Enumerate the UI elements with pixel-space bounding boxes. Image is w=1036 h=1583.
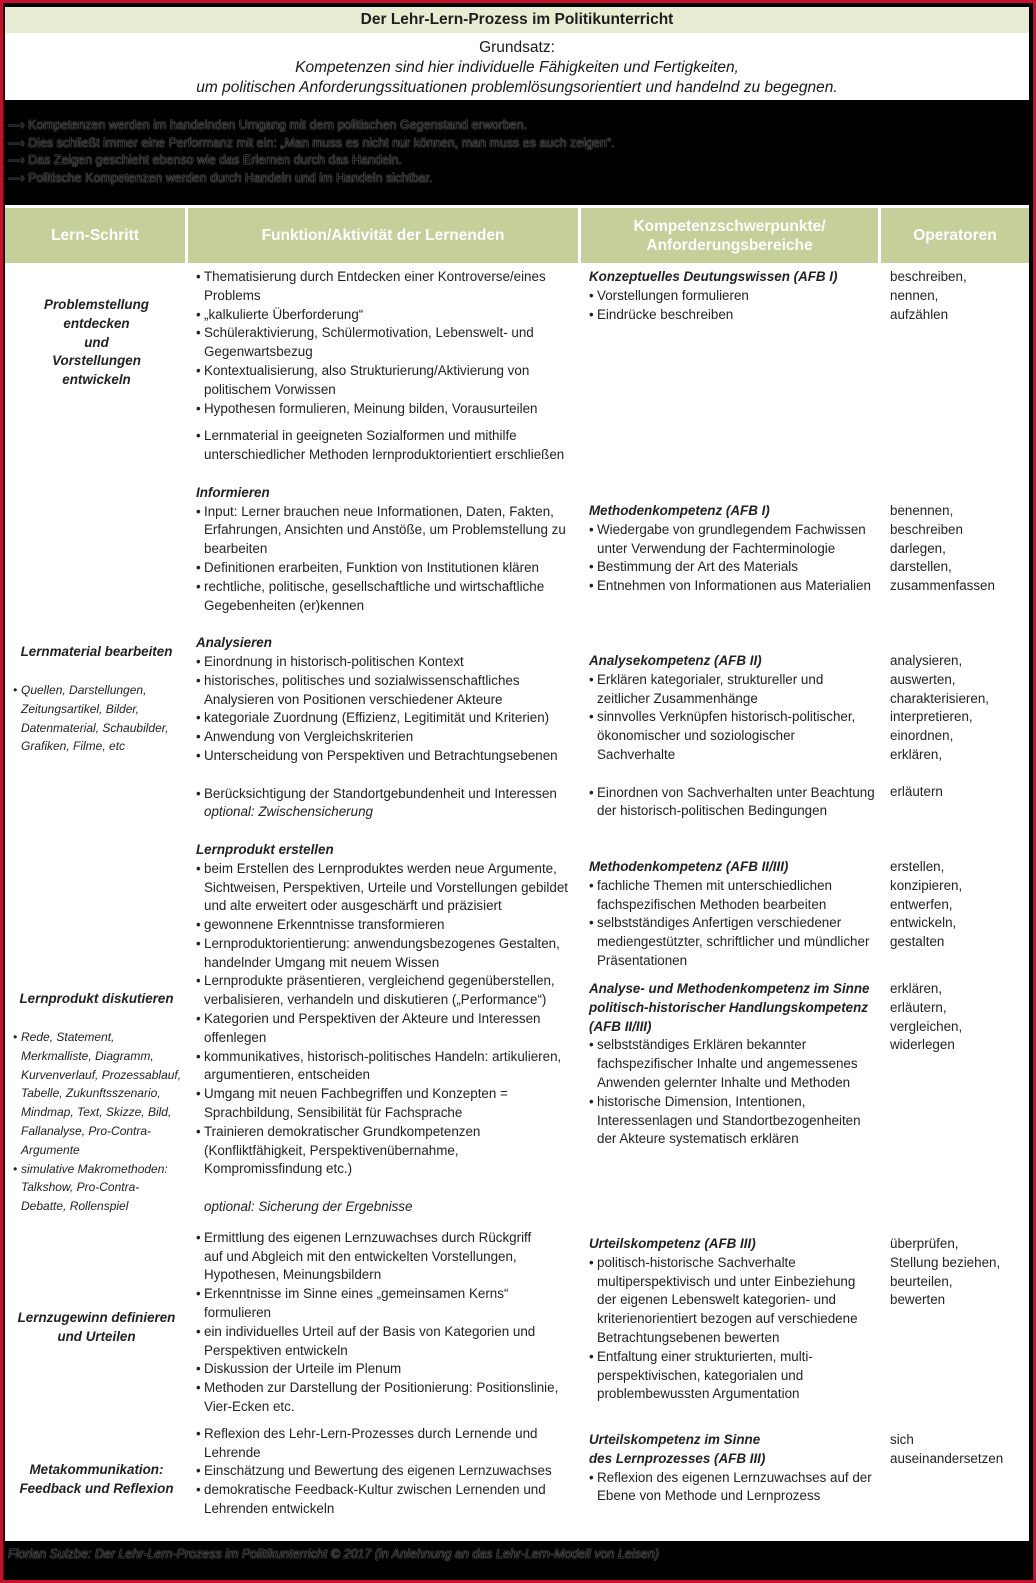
note-item: —› Kompetenzen werden im handelnden Umgang mit dem politischen Gegenstand erworben.	[8, 118, 528, 132]
list-item: • Reflexion des eigenen Lernzuwachses auf der Ebene von Methode und Lernprozess	[589, 1469, 879, 1507]
operators-2: benennen, beschreiben darlegen, darstellen, zusammenfassen	[890, 503, 995, 594]
step-judge: Lernzugewinn definieren und Urteilen	[17, 1310, 176, 1344]
competence-6: Urteilskompetenz (AFB III) • politisch-historische Sachverhalte multiperspektivisch und unter Einbeziehung der eigenen Lebenswelt kategorien- und kriterienorientiert bezogen auf verschiedene Betrachtungsebenen bewerten • Entfaltung einer strukturierten, multi- perspektivischen, kategorialen und problembewussten Argumentation	[589, 1235, 879, 1404]
list-item: • historische Dimension, Intentionen, Interessenlagen und Standortbezogenheiten der Akteure systematisch erklären	[589, 1093, 879, 1149]
list-item: • kategoriale Zuordnung (Effizienz, Legitimität und Kriterien)	[196, 709, 578, 728]
list-item: • Reflexion des Lehr-Lern-Prozesses durch Lernende und Lehrende	[196, 1425, 578, 1463]
list-item: • Vorstellungen formulieren	[589, 287, 879, 306]
list-item: • Lernmaterial in geeigneten Sozialformen und mithilfe unterschiedlicher Methoden lernproduktorientiert erschließen	[196, 427, 578, 465]
list-item: • Wiedergabe von grundlegendem Fachwissen unter Verwendung der Fachterminologie	[589, 521, 879, 559]
header-activity: Funktion/Aktivität der Lernenden	[188, 208, 578, 263]
list-item: • Eindrücke beschreiben	[589, 306, 879, 325]
list-item: • beim Erstellen des Lernproduktes werden neue Argumente, Sichtweisen, Perspektiven, Urteile und Vorstellungen gebildet und alte erweitert oder ausgeschärft und präzisiert	[196, 860, 578, 916]
principle-box	[5, 33, 1029, 100]
list-item: • Unterscheidung von Perspektiven und Betrachtungsebenen	[196, 747, 578, 766]
list-item: • Einordnen von Sachverhalten unter Beachtung der historisch-politischen Bedingungen	[589, 784, 879, 822]
note-item: —› Dies schließt immer eine Performanz mit ein: „Man muss es nicht nur können, man muss es auch zeigen“.	[8, 135, 615, 150]
list-item: • sinnvolles Verknüpfen historisch-politischer, ökonomischer und soziologischer Sachverhalte	[589, 708, 879, 764]
operators-1: beschreiben, nennen, aufzählen	[890, 269, 967, 322]
list-item: • Umgang mit neuen Fachbegriffen und Konzepten = Sprachbildung, Sensibilität für Fachsprache	[196, 1085, 578, 1123]
operators-4: erläutern	[890, 784, 943, 799]
header-competence: Kompetenzschwerpunkte/ Anforderungsbereiche	[581, 208, 878, 263]
list-item: • Einordnung in historisch-politischen Kontext	[196, 653, 578, 672]
list-item: • Bestimmung der Art des Materials	[589, 558, 879, 577]
list-item: • Erklären kategorialer, struktureller und zeitlicher Zusammenhänge	[589, 671, 879, 709]
operators-3: analysieren, auswerten, charakterisieren, interpretieren, einordnen, erklären,	[890, 653, 989, 762]
list-item: • selbstständiges Erklären bekannter fachspezifischer Inhalte und angemessenes Anwenden gelernter Inhalte und Methoden	[589, 1036, 879, 1092]
activity-problem	[196, 268, 578, 1519]
step-meta: Metakommunikation: Feedback und Reflexion	[19, 1462, 174, 1496]
list-item: • Trainieren demokratischer Grundkompetenzen (Konfliktfähigkeit, Perspektivenübernahme, Kompromissfindung etc.)	[196, 1123, 578, 1179]
activity-heading: Lernprodukt erstellen	[196, 841, 334, 857]
list-item: • Methoden zur Darstellung der Positionierung: Positionslinie, Vier-Ecken etc.	[196, 1379, 578, 1417]
list-item: • politisch-historische Sachverhalte multiperspektivisch und unter Einbeziehung der eigenen Lebenswelt kategorien- und kriterienorientiert bezogen auf verschiedene Betrachtungsebenen bewerten	[589, 1254, 879, 1348]
step-material: Lernmaterial bearbeiten	[20, 644, 173, 659]
list-item: • kommunikatives, historisch-politisches Handeln: artikulieren, argumentieren, entscheiden	[196, 1048, 578, 1086]
notes-list	[8, 117, 1028, 187]
note-item: —› Das Zeigen geschieht ebenso wie das Erlernen durch das Handeln.	[8, 153, 402, 167]
list-item: • Definitionen erarbeiten, Funktion von Institutionen klären	[196, 559, 578, 578]
competence-3: Analysekompetenz (AFB II) • Erklären kategorialer, struktureller und zeitlicher Zusammenhänge • sinnvolles Verknüpfen historisch-politischer, ökonomischer und soziologischer Sachverhalte • Einordnen von Sachverhalten unter Beachtung der historisch-politischen Bedingungen	[589, 652, 879, 821]
list-item: • Kontextualisierung, also Strukturierung/Aktivierung von politischem Vorwissen	[196, 362, 578, 400]
list-item: • „kalkulierte Überforderung“	[196, 306, 578, 325]
list-item: • Erkenntnisse im Sinne eines „gemeinsamen Kerns“ formulieren	[196, 1285, 578, 1323]
list-item: • Entfaltung einer strukturierten, multi- perspektivischen, kategorialen und problembewussten Argumentation	[589, 1348, 879, 1404]
list-item: • Kategorien und Perspektiven der Akteure und Interessen offenlegen	[196, 1010, 578, 1048]
step-discuss: Lernprodukt diskutieren	[19, 991, 174, 1006]
operators-7: überprüfen, Stellung beziehen, beurteilen, bewerten	[890, 1236, 1001, 1308]
page-title: Der Lehr-Lern-Prozess im Politikunterricht	[5, 7, 1029, 33]
activity-heading: Informieren	[196, 484, 270, 500]
activity-optional: optional: Sicherung der Ergebnisse	[204, 1199, 413, 1215]
list-item: • gewonnene Erkenntnisse transformieren	[196, 916, 578, 935]
operators-5: erstellen, konzipieren, entwerfen, entwickeln, gestalten	[890, 859, 963, 950]
list-item: • Entnehmen von Informationen aus Materialien	[589, 577, 879, 596]
principle-line-2: um politischen Anforderungssituationen problemlösungsorientiert und handelnd zu begegnen.	[196, 79, 838, 96]
principle-line-1: Kompetenzen sind hier individuelle Fähigkeiten und Fertigkeiten,	[295, 59, 739, 76]
list-item: • Input: Lerner brauchen neue Informationen, Daten, Fakten, Erfahrungen, Ansichten und Anstöße, um Problemstellung zu bearbeiten	[196, 503, 578, 559]
list-item: • Berücksichtigung der Standortgebundenheit und Interessen optional: Zwischensicherung	[196, 785, 578, 823]
list-item: • Thematisierung durch Entdecken einer Kontroverse/eines Problems	[196, 268, 578, 306]
step-material-note: • Quellen, Darstellungen, Zeitungsartikel, Bilder, Datenmaterial, Schaubilder, Grafiken, Filme, etc	[13, 681, 185, 756]
list-item: • Lernproduktorientierung: anwendungsbezogenes Gestalten, handelnder Umgang mit neuem Wissen	[196, 935, 578, 973]
competence-4: Methodenkompetenz (AFB II/III) • fachliche Themen mit unterschiedlichen fachspezifischen Methoden bearbeiten • selbstständiges Anfertigen verschiedener mediengestützter, schriftlicher und mündlicher Präsentationen	[589, 858, 879, 971]
list-item: • demokratische Feedback-Kultur zwischen Lernenden und Lehrenden entwickeln	[196, 1481, 578, 1519]
competence-5: Analyse- und Methodenkompetenz im Sinne politisch-historischer Handlungskompetenz (AFB II/III) • selbstständiges Erklären bekannter fachspezifischer Inhalte und angemessenes Anwenden gelernter Inhalte und Methoden • historische Dimension, Intentionen, Interessenlagen und Standortbezogenheiten der Akteure systematisch erklären	[589, 980, 879, 1149]
list-item: • Diskussion der Urteile im Plenum	[196, 1360, 578, 1379]
footer-credit: Florian Sulzbe: Der Lehr-Lern-Prozess im Politikunterricht © 2017 (in Anlehnung an das Lehr-Lern-Modell von Leisen)	[8, 1547, 659, 1561]
list-item: • Hypothesen formulieren, Meinung bilden, Vorausurteilen	[196, 400, 578, 419]
step-problem: Problemstellung entdecken und Vorstellungen entwickeln	[44, 297, 149, 388]
operators-6: erklären, erläutern, vergleichen, widerlegen	[890, 981, 963, 1053]
list-item: • historisches, politisches und sozialwissenschaftliches Analysieren von Positionen verschiedener Akteure	[196, 672, 578, 710]
operators-8: sich auseinandersetzen	[890, 1432, 1004, 1466]
list-item: • selbstständiges Anfertigen verschiedener mediengestützter, schriftlicher und mündlicher Präsentationen	[589, 914, 879, 970]
list-item: • Schüleraktivierung, Schülermotivation, Lebenswelt- und Gegenwartsbezug	[196, 324, 578, 362]
list-item: • Anwendung von Vergleichskriterien	[196, 728, 578, 747]
competence-7: Urteilskompetenz im Sinne des Lernprozesses (AFB III) • Reflexion des eigenen Lernzuwachses auf der Ebene von Methode und Lernprozess	[589, 1431, 879, 1506]
header-operators: Operatoren	[881, 208, 1029, 263]
list-item: • ein individuelles Urteil auf der Basis von Kategorien und Perspektiven entwickeln	[196, 1323, 578, 1361]
activity-heading: Analysieren	[196, 635, 272, 651]
list-item: • Einschätzung und Bewertung des eigenen Lernzuwachses	[196, 1462, 578, 1481]
list-item: • rechtliche, politische, gesellschaftliche und wirtschaftliche Gegebenheiten (er)kennen	[196, 578, 578, 616]
step-discuss-note: • Rede, Statement, Merkmalliste, Diagramm, Kurvenverlauf, Prozessablauf, Tabelle, Zukunftsszenario, Mindmap, Text, Skizze, Bild, Fallanalyse, Pro-Contra- Argumente • simulative Makromethoden: Talkshow, Pro-Contra- Debatte, Rollenspiel	[13, 1028, 185, 1216]
header-step: Lern-Schritt	[5, 208, 185, 263]
competence-1: Konzeptuelles Deutungswissen (AFB I) • Vorstellungen formulieren • Eindrücke beschreiben	[589, 268, 879, 324]
competence-2: Methodenkompetenz (AFB I) • Wiedergabe von grundlegendem Fachwissen unter Verwendung der Fachterminologie • Bestimmung der Art des Materials • Entnehmen von Informationen aus Materialien	[589, 502, 879, 596]
note-item: —› Politische Kompetenzen werden durch Handeln und im Handeln sichtbar.	[8, 170, 433, 185]
principle-label: Grundsatz:	[479, 39, 555, 56]
list-item: • Ermittlung des eigenen Lernzuwachses durch Rückgriff auf und Abgleich mit den entwickelten Vorstellungen, Hypothesen, Meinungsbildern	[196, 1229, 578, 1285]
list-item: • fachliche Themen mit unterschiedlichen fachspezifischen Methoden bearbeiten	[589, 877, 879, 915]
list-item: • Lernprodukte präsentieren, vergleichend gegenüberstellen, verbalisieren, verhandeln und diskutieren („Performance“)	[196, 972, 578, 1010]
